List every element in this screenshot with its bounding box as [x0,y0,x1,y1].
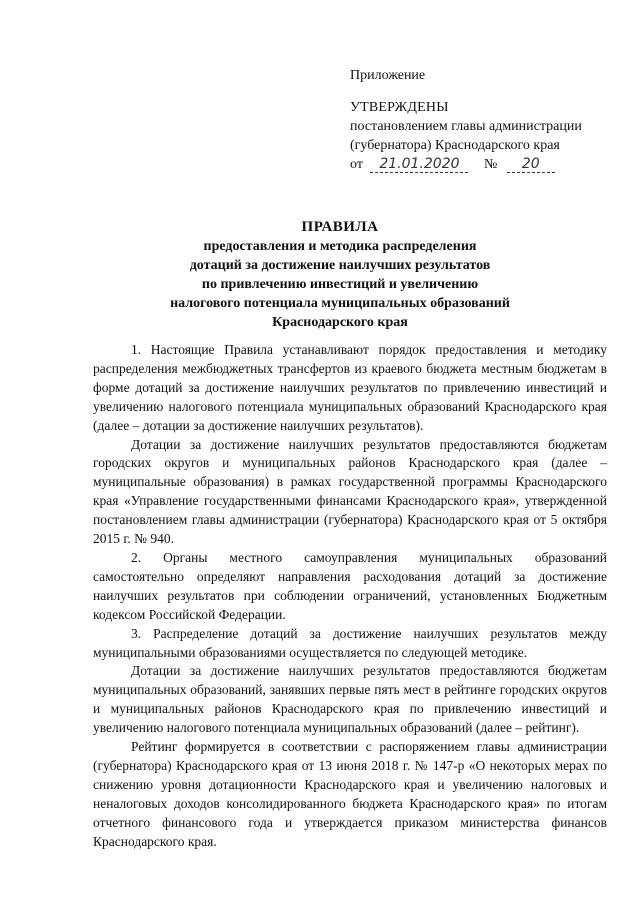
body-paragraph: Дотации за достижение наилучших результатов предоставляются бюджетам муниципальных образований, занявших первые пять мест в рейтинге городских округов и муниципальных районов Краснодарского края по привлечению инвестиций и увеличению налогового потенциала муниципальных образований (далее – рейтинг). [93,663,607,736]
body-paragraph: 3. Распределение дотаций за достижение наилучших результатов между муниципальными образованиями осуществляется по следующей методике. [93,625,607,660]
appendix-label: Приложение [350,68,426,83]
title-subline: налогового потенциала муниципальных образований [170,296,510,311]
approval-stamp-block [350,66,620,174]
approval-date-line [350,155,620,174]
title-subline: предоставления и методика распределения [203,239,477,254]
title-subline: Краснодарского края [272,315,408,330]
title-subline: по привлечению инвестиций и увеличению [201,277,479,292]
body-paragraph: 1. Настоящие Правила устанавливают порядок предоставления и методику распределения межбюджетных трансфертов из краевого бюджета местным бюджетам в форме дотаций за достижение наилучших результатов по привлечению инвестиций и увеличению налогового потенциала муниципальных образований Краснодарского края (далее – дотации за достижение наилучших результатов). [93,342,607,433]
approved-heading: УТВЕРЖДЕНЫ [350,100,449,115]
approval-line-1: постановлением главы администрации [350,119,582,134]
number-prefix: № [483,157,498,172]
document-body [93,341,607,851]
approval-line-2: (губернатора) Краснодарского края [350,138,560,153]
title-subline: дотаций за достижение наилучших результатов [189,258,491,273]
document-title: ПРАВИЛА [301,219,379,235]
body-paragraph: Дотации за достижение наилучших результатов предоставляются бюджетам городских округов и муниципальных районов Краснодарского края (далее – муниципальные образования) в рамках государственной программы Краснодарского края «Управление государственными финансами Краснодарского края», утвержденной постановлением главы администрации (губернатора) Краснодарского края от 5 октября 2015 г. № 940. [93,436,607,547]
body-paragraph: 2. Органы местного самоуправления муниципальных образований самостоятельно определяют направления расходования дотаций за достижение наилучших результатов при соблюдении ограничений, установленных Бюджетным кодексом Российской Федерации. [93,549,607,622]
date-prefix: от [350,157,363,172]
body-paragraph: Рейтинг формируется в соответствии с распоряжением главы администрации (губернатора) Краснодарского края от 13 июня 2018 г. № 147-р «О некоторых мерах по снижению уровня дотационности Краснодарского края и увеличению налоговых и неналоговых доходов консолидированного бюджета Краснодарского края» по итогам отчетного финансового года и утверждается приказом министерства финансов Краснодарского края. [93,739,607,849]
handwritten-date: 21.01.2020 [370,156,468,173]
document-title-block [40,218,640,332]
handwritten-number: 20 [507,156,555,173]
